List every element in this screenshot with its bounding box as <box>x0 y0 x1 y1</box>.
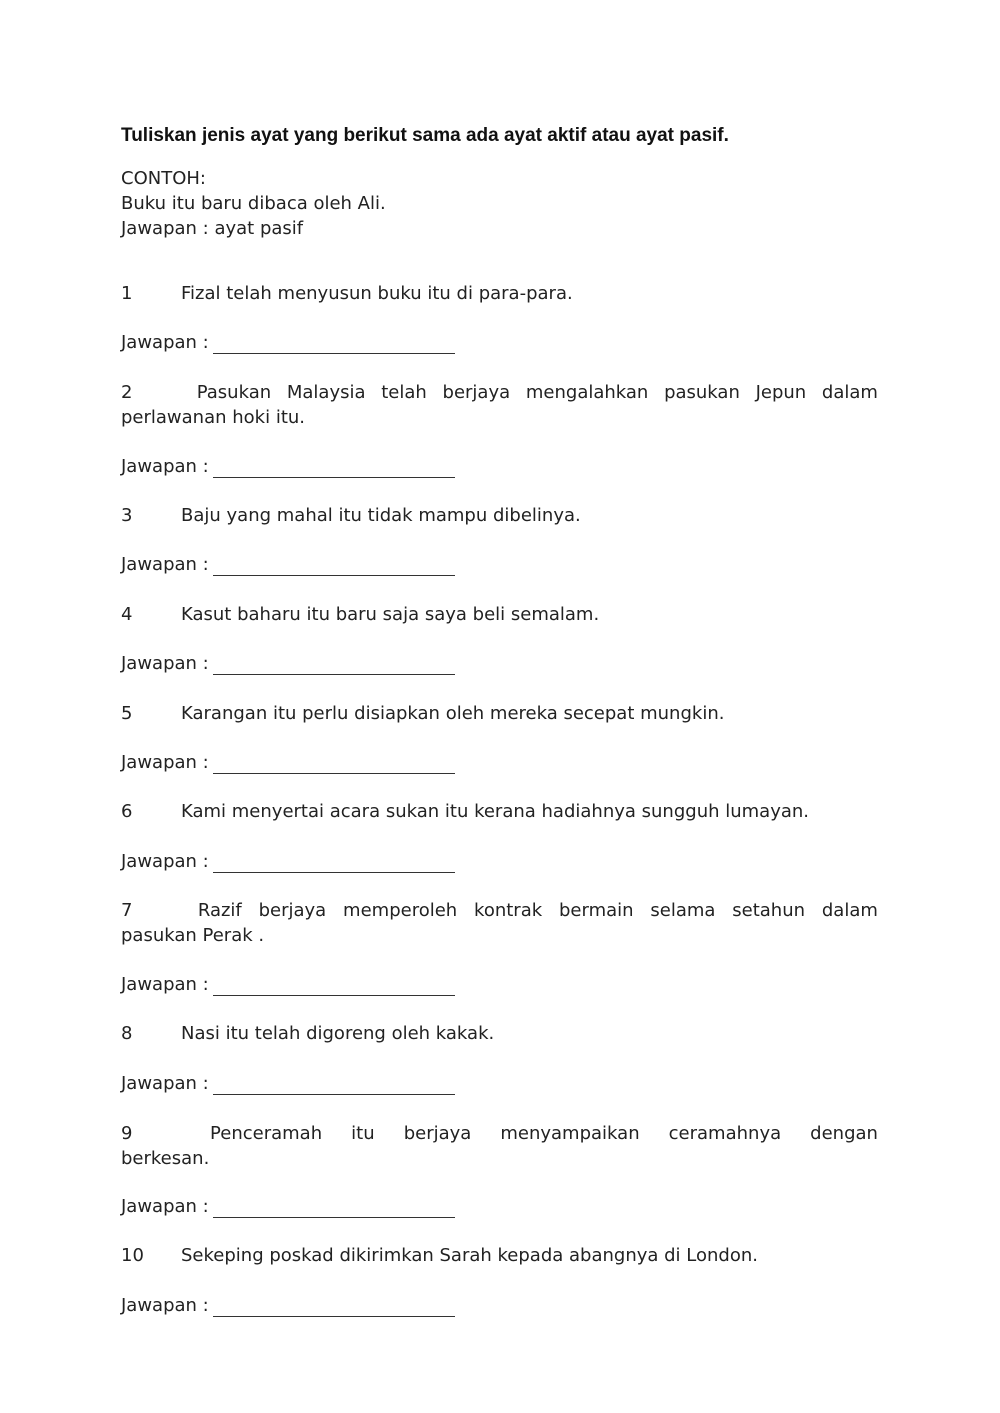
question-5 <box>121 701 878 726</box>
answer-blank[interactable] <box>213 994 455 996</box>
question-8 <box>121 1021 878 1046</box>
answer-6 <box>121 849 455 874</box>
question-word: mengalahkan <box>525 382 649 403</box>
question-2 <box>121 380 878 430</box>
answer-blank[interactable] <box>213 1216 455 1218</box>
question-text-continued: berkesan. <box>121 1148 210 1169</box>
answer-blank[interactable] <box>213 871 455 873</box>
question-number: 7 <box>121 900 133 921</box>
question-word: dalam <box>821 900 878 921</box>
answer-label: Jawapan : <box>121 1073 209 1094</box>
question-number: 2 <box>121 382 133 403</box>
question-word: memperoleh <box>343 900 458 921</box>
question-word: berjaya <box>258 900 327 921</box>
answer-7 <box>121 972 455 997</box>
question-word: Razif <box>197 900 242 921</box>
answer-label: Jawapan : <box>121 332 209 353</box>
answer-3 <box>121 552 455 577</box>
question-word: selama <box>650 900 716 921</box>
example-sentence: Buku itu baru dibaca oleh Ali. <box>121 193 386 214</box>
answer-label: Jawapan : <box>121 851 209 872</box>
answer-blank[interactable] <box>213 772 455 774</box>
answer-blank[interactable] <box>213 476 455 478</box>
answer-blank[interactable] <box>213 673 455 675</box>
question-6 <box>121 799 878 824</box>
question-text: Kami menyertai acara sukan itu kerana hadiahnya sungguh lumayan. <box>181 801 810 822</box>
answer-9 <box>121 1194 455 1219</box>
question-word: Pasukan <box>196 382 272 403</box>
answer-label: Jawapan : <box>121 1196 209 1217</box>
question-1 <box>121 281 878 306</box>
answer-4 <box>121 651 455 676</box>
answer-blank[interactable] <box>213 574 455 576</box>
example-block <box>121 166 386 241</box>
instruction-heading: Tuliskan jenis ayat yang berikut sama ada ayat aktif atau ayat pasif. <box>121 125 729 146</box>
answer-2 <box>121 454 455 479</box>
question-word: Jepun <box>755 382 807 403</box>
answer-label: Jawapan : <box>121 653 209 674</box>
question-word: dengan <box>810 1123 878 1144</box>
answer-blank[interactable] <box>213 1093 455 1095</box>
question-number: 5 <box>121 703 133 724</box>
question-text-continued: perlawanan hoki itu. <box>121 407 306 428</box>
question-number: 4 <box>121 604 133 625</box>
question-text: Kasut baharu itu baru saja saya beli semalam. <box>181 604 600 625</box>
question-word: Penceramah <box>210 1123 323 1144</box>
question-word: telah <box>381 382 427 403</box>
question-text: Baju yang mahal itu tidak mampu dibelinya. <box>181 505 581 526</box>
answer-blank[interactable] <box>213 1315 455 1317</box>
answer-label: Jawapan : <box>121 554 209 575</box>
question-text-continued: pasukan Perak . <box>121 925 265 946</box>
question-word: menyampaikan <box>500 1123 640 1144</box>
question-text: Fizal telah menyusun buku itu di para-para. <box>181 283 573 304</box>
question-7 <box>121 898 878 948</box>
question-number: 9 <box>121 1123 133 1144</box>
question-word: berjaya <box>403 1123 472 1144</box>
question-10 <box>121 1243 878 1268</box>
question-word: ceramahnya <box>668 1123 782 1144</box>
question-text: Sekeping poskad dikirimkan Sarah kepada abangnya di London. <box>181 1245 758 1266</box>
question-3 <box>121 503 878 528</box>
answer-blank[interactable] <box>213 352 455 354</box>
question-word: bermain <box>558 900 634 921</box>
question-word: pasukan <box>664 382 740 403</box>
question-word: berjaya <box>442 382 511 403</box>
question-word: dalam <box>821 382 878 403</box>
question-number: 3 <box>121 505 133 526</box>
question-word: Malaysia <box>286 382 366 403</box>
question-word: itu <box>351 1123 375 1144</box>
answer-label: Jawapan : <box>121 974 209 995</box>
question-9 <box>121 1121 878 1171</box>
question-number: 10 <box>121 1245 144 1266</box>
example-answer: Jawapan : ayat pasif <box>121 218 304 239</box>
answer-label: Jawapan : <box>121 456 209 477</box>
question-4 <box>121 602 878 627</box>
answer-5 <box>121 750 455 775</box>
answer-label: Jawapan : <box>121 1295 209 1316</box>
question-text: Nasi itu telah digoreng oleh kakak. <box>181 1023 495 1044</box>
question-number: 6 <box>121 801 133 822</box>
answer-10 <box>121 1293 455 1318</box>
answer-8 <box>121 1071 455 1096</box>
example-heading: CONTOH: <box>121 168 206 189</box>
question-number: 1 <box>121 283 133 304</box>
question-word: kontrak <box>474 900 543 921</box>
answer-1 <box>121 330 455 355</box>
question-word: setahun <box>732 900 806 921</box>
question-text: Karangan itu perlu disiapkan oleh mereka secepat mungkin. <box>181 703 725 724</box>
answer-label: Jawapan : <box>121 752 209 773</box>
question-number: 8 <box>121 1023 133 1044</box>
